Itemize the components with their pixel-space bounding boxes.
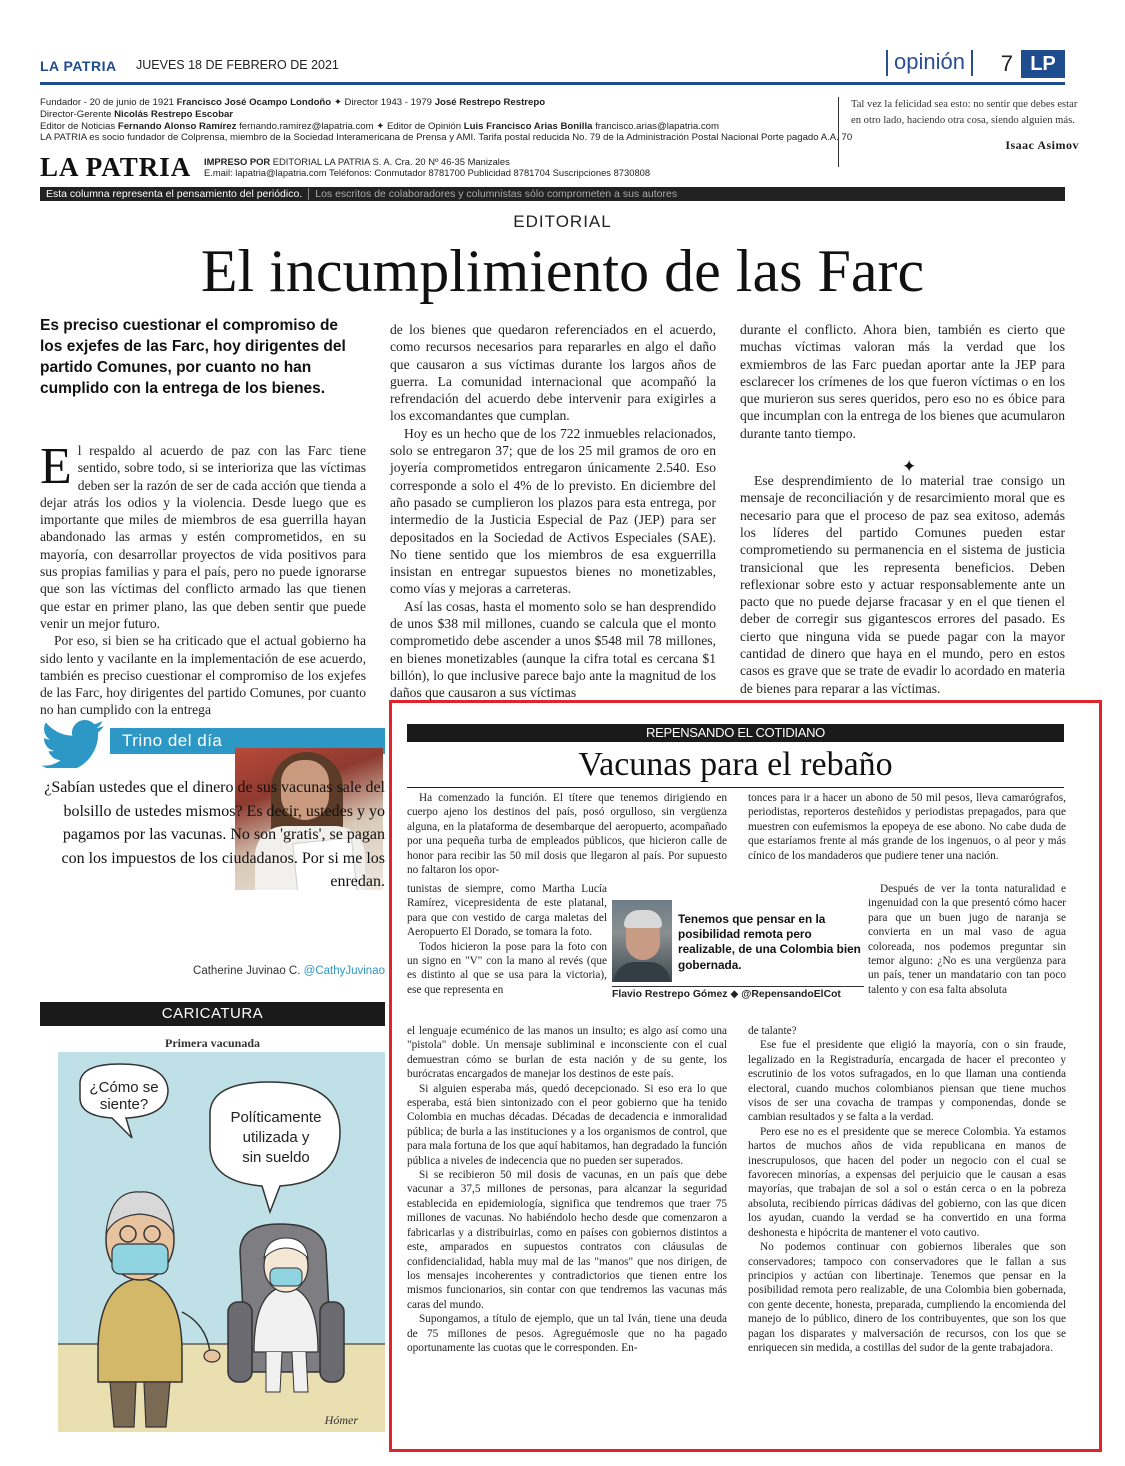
editorial-paragraph: de los bienes que quedaron referenciados en el acuerdo, como recursos necesarios para repararles en algo el daño que causaron a sus víctimas durante los largos años de guerra. La comunidad internacional que acompañó la refrendación del acuerdo debe intervenir para exigirles a los excomandantes que cumplan. [390,322,716,424]
editorial-deck: Es preciso cuestionar el compromiso de los exjefes de las Farc, hoy dirigentes del partido Comunes, por cuanto no han cumplido con la entrega de los bienes. [40,317,346,397]
tweet-banner: Trino del día [110,728,385,754]
manager-label: Director-Gerente [40,108,112,120]
diamond-icon: ✦ [333,97,345,108]
column-paragraph: de talante? [748,1025,797,1037]
lp-logo: LP [1021,50,1065,78]
editorial-column-2 [390,321,716,702]
brand-logo-large: LA PATRIA [40,152,192,182]
tweet-of-the-day [40,718,385,980]
opinion-editor-name: Luis Francisco Arias Bonilla [463,120,593,132]
director-label: Director 1943 - 1979 [344,97,433,108]
disclaimer-bar [40,187,1065,201]
column-text-1b [407,882,607,997]
column-paragraph: el lenguaje ecuménico de las manos un insulto; es algo así como una "pistola" doble. Un mensaje subliminal e inconsciente con el cual demuestran cómo se burlan de esta nación y de su gente, los burócratas encargados de manejar los destinos de este país. [407,1025,727,1081]
column-paragraph: tunistas de siempre, como Martha Lucía Ramírez, vicepresidenta de este platanal, para que con vestido de carga maletas del Aeropuerto El Dorado, se tomara la foto. [407,883,607,939]
pull-quote: Tenemos que pensar en la posibilidad remota pero realizable, de una Colombia bien gobernada. [678,912,861,972]
author-photo [612,900,672,982]
section-divider-icon: ✦ [902,457,917,476]
editorial-column-1 [40,438,366,719]
tweet-author [193,965,385,977]
print-info [204,156,650,178]
opinion-editor-label: Editor de Opinión [386,120,462,132]
section-label: opinión [886,50,973,76]
column-paragraph: tonces para ir a hacer un abono de 50 mil pesos, lleva camarógrafos, periodistas, reporteros desteñidos y periodistas prepagados, para que muestren con eufemismos la epopeya de ese abono. No cabe duda de que estaríamos frente al más grande de los ingenuos, o al peor y más cínico de los mandaderos que pudiere tener una nación. [748,792,1066,862]
editorial-kicker: EDITORIAL [513,212,612,231]
editorial-paragraph: durante el conflicto. Ahora bien, también es cierto que muchas víctimas valoran más la verdad que los exmiembros de las Farc puedan aportar ante la JEP para esclarecer los crímenes de los que fueron víctimas o en los que murieron sus seres queridos, pero eso no es óbice para que incumplan con la entrega de los bienes que acumularon durante tanto tiempo. [740,322,1065,441]
column-paragraph: No podemos continuar con gobiernos liberales que son conservadores; tampoco con conservadores que le fallan a sus principios y actúan con libertinaje. Tenemos que pensar en la posibilidad remota pero realizable, de una Colombia bien gobernada, con gente decente, honesta, preparada, cumpliendo la encomienda del manejo de lo público, dinero de los contribuyentes, que son los que pagan los disparates y malversación de recursos, con los que se enriquecen sin medida, a costillas del sudor de la gente trabajadora. [748,1241,1066,1354]
column-text-1 [407,791,727,877]
editorial-paragraph: l respaldo al acuerdo de paz con las Farc tiene sentido, sobre todo, si se interioriza que las víctimas deben ser la razón de ser de cada acción que tienda a dejar atrás los odios y la violencia. Desde luego que es importante que miles de miembros de esa guerrilla hayan abandonado las armas y estén comprometidos, en su mayoría, con desarrollar proyectos de vida positivos para sus propias familias y para el país, pero no puede ignorarse que son las víctimas del conflicto armado las que tienen que estar en primer plano, las que deben sentir que puede venir un mejor futuro. [40,443,366,631]
column-text-2 [748,791,1066,863]
column-bar: REPENSANDO EL COTIDIANO [407,724,1064,742]
cartoon-signature: Hómer [324,1413,358,1427]
column-paragraph: Supongamos, a título de ejemplo, que un tal Iván, tiene una deuda de 75 millones de pesos. Agreguémosle que no ha pagado oportunamente las cuotas que le corresponden. En- [407,1313,727,1354]
column-paragraph: Ese fue el presidente que eligió la mayoría, con o sin fraude, legalizado en la Registraduría, encargada de hacer el preconteo y escrutinio de los votos sufragados, en lo que llaman una contienda electoral, cuando muchos colombianos piensan que tiene muchos visos de ser una covacha de trampas y componendas, donde se cambian resultados y se falta a la verdad. [748,1039,1066,1124]
news-editor-name: Fernando Alonso Ramírez [117,120,237,132]
membership-note: LA PATRIA es socio fundador de Colprensa, miembro de la Sociedad Interamericana de Prensa y AMI. Tarifa postal reducida No. 79 de la Administración Postal Nacional Porte pagado A.A. 70 [40,132,853,144]
column-rule [407,787,1064,788]
masthead-brand: LA PATRIA [40,58,117,74]
disclaimer-left: Esta columna representa el pensamiento del periódico. [40,188,309,200]
column-paragraph: Después de ver la tonta naturalidad e ingenuidad con la que presentó cómo hacer para que un buen jugo de naranja se convierta en un mal vaso de agua coloreada, nos podemos preguntar sin temor alguno: ¿No es una vergüenza para un país, tener un mandatario con tan poco talento y con esa falta absoluta [868,883,1066,996]
masthead-date: JUEVES 18 DE FEBRERO DE 2021 [136,58,339,72]
column-paragraph: Todos hicieron la pose para la foto con un signo en "V" con la mano al revés (que es distinto al que se usa para la victoria), ese que representa en [407,940,607,996]
diamond-icon: ◆ [730,989,742,1000]
quote-author: Isaac Asimov [1005,138,1079,152]
cartoon-banner: CARICATURA [40,1002,385,1026]
cartoon-illustration [40,1052,385,1432]
twitter-bird-icon [40,720,106,768]
quote-box [838,97,1079,167]
editorial-paragraph: Ese desprendimiento de lo material trae consigo un mensaje de reconciliación y de resarcimiento moral que es necesario para que el proceso de paz sea exitoso, además los líderes del partido Comunes pueden estar comprometiendo su permanencia en el sistema de justicia transicional que les representa beneficios. Deben reflexionar sobre esto y actuar responsablemente ante un pacto que no puede dejarse fracasar y en el que tienen el deber de corregir sus gigantescos errores del pasado. Es cierto que ninguna vida se puede pagar con la mayor cantidad de dinero que haya en el mundo, pero en estos casos es grave que se trate de evadir lo acordado en materia de bienes para reparar a las víctimas. [740,473,1065,696]
print-label: IMPRESO POR [204,156,271,167]
director-name: José Restrepo Restrepo [434,97,546,108]
column-text-2c [748,1024,1066,1355]
column-text-2b [868,882,1066,997]
editorial-title: El incumplimiento de las Farc [200,238,925,304]
masthead [40,49,1065,82]
editorial-paragraph: Hoy es un hecho que de los 722 inmuebles relacionados, solo se entregaron 37; que de los 25 mil gramos de oro en joyería comprometidos entregaron únicamente 2.540. Eso corresponde a solo el 4% de lo previsto. En diciembre del año pasado se cumplieron los plazos para esta entrega, por intermedio de la Justicia Especial de Paz (JEP) para ser depositados en la Sociedad de Activos Especiales (SAE). No tiene sentido que los miembros de esa exguerrilla insistan en entregar supuestos bienes no monetizables, como vías y mejoras a carreteras. [390,425,716,597]
opinion-editor-email[interactable]: francisco.arias@lapatria.com [595,120,719,132]
founder-label: Fundador - 20 de junio de 1921 [40,97,174,108]
column-paragraph: Pero ese no es el presidente que se merece Colombia. Ya estamos hartos de muchos años de vida republicana en manos de inescrupulosos, que hacen del poder un negocio con el cual se favorecen minorías, a expensas del perjuicio que le causan a esas mayorías, que trabajan de sol a sol o están cerca o en la pobreza absoluta, recibiendo pírricas dádivas del gobierno, con las que dicen los ayudan, cuando la verdad se ha convertido en una forma deshonesta e hipócrita de mantener el voto cautivo. [748,1125,1066,1239]
column-title: Vacunas para el rebaño [578,746,893,783]
news-editor-label: Editor de Noticias [40,120,116,132]
author-name: Flavio Restrepo Gómez [612,989,728,1000]
author-credit [612,986,864,1003]
cartoon-bubble-1: ¿Cómo se siente? [89,1079,159,1113]
editorial-paragraph: Por eso, si bien se ha criticado que el actual gobierno ha sido lento y vacilante en la implementación de ese acuerdo, también es preciso cuestionar el compromiso de los exjefes de las Farc, hoy dirigentes del partido Comunes, por cuanto no han cumplido con la entrega [40,633,366,718]
masthead-rule [40,82,1065,85]
founder-name: Francisco José Ocampo Londoño [176,97,332,108]
disclaimer-right: Los escritos de colaboradores y columnistas sólo comprometen a sus autores [315,188,678,200]
manager-name: Nicolás Restrepo Escobar [114,108,234,120]
print-address: EDITORIAL LA PATRIA S. A. Cra. 20 Nº 46-35 Manizales [272,156,510,167]
author-handle[interactable]: @RepensandoElCot [741,989,841,1000]
tweet-body: ¿Sabían ustedes que el dinero de sus vacunas sale del bolsillo de ustedes mismos? Es decir, ustedes y yo pagamos por las vacunas. No son 'gratis', se pagan con los impuestos de los ciudadanos. Por si me los enredan. [44,779,385,890]
editorial-column-3 [740,321,1065,697]
staff-credits [40,97,853,144]
column-paragraph: Si se recibieron 50 mil dosis de vacunas, en un país que debe vacunar a 37,5 millones de personas, para alcanzar la seguridad establecida en epidemiología, significa que tendremos que traer 75 millones de vacunas. No habiéndolo hecho desde que comenzaron a fabricarlas y a distribuirlas, como en países con gobiernos distintos a este, amparados en supuestos contratos con cláusulas de confidencialidad, habla muy mal de las "manos" que nos dirigen, de los mensajes incoherentes y contradictorios que tienen entre los mismos funcionarios, sin contar con que tendremos las vacunas más caras del mundo. [407,1169,727,1311]
tweet-text [40,776,385,894]
tweet-author-name: Catherine Juvinao C. [193,965,301,977]
cartoon-bubble-2: Políticamente utilizada y sin sueldo [230,1109,322,1166]
column-paragraph: Si alguien esperaba más, quedó decepcionado. Si eso era lo que esperaba, está bien sintonizado con el peor gobierno que ha tenido Colombia en muchas décadas. Décadas de decadencia e inmoralidad pública; de burla a las instituciones y a los organismos de control, que para mala fortuna de los que aquí habitamos, han degradado la función pública a niveles de indecencia que no pueden ser superados. [407,1082,727,1167]
tweet-author-handle[interactable]: @CathyJuvinao [303,965,385,977]
news-editor-email[interactable]: fernando.ramirez@lapatria.com [239,120,374,132]
contact-line: E.mail: lapatria@lapatria.com Teléfonos: Conmutador 8781700 Publicidad 8781704 Suscripciones 8730808 [204,167,651,178]
cartoon-title: Primera vacunada [165,1036,260,1050]
diamond-icon: ✦ [376,120,387,132]
column-text-1c [407,1024,727,1355]
quote-text: Tal vez la felicidad sea esto: no sentir que debes estar en otro lado, haciendo otra cosa, siendo alguien más. [851,99,1078,126]
drop-cap: E [40,438,72,495]
author-box [612,900,864,1006]
column-paragraph: Ha comenzado la función. El títere que tenemos dirigiendo en cuerpo ajeno los destinos del país, posó orgulloso, sin vergüenza alguna, en la plataforma de desembarque del aeropuerto, acompañado por una pequeña turba de empleados públicos, que hicieron calle de honor para recibir las 50 mil dosis que llegaron al país. Por supuesto no faltaron los opor- [407,792,727,877]
editorial-paragraph: Así las cosas, hasta el momento solo se han desprendido de unos $38 mil millones, cuando se calcula que el monto comprometido debe ascender a unos $548 mil 78 millones, en bienes monetizables (aunque la cifra total es cercana $1 billón), lo que inclusive parece bajo ante la magnitud de los daños que causaron a sus víctimas [390,598,716,701]
page-number: 7 [1000,51,1013,76]
